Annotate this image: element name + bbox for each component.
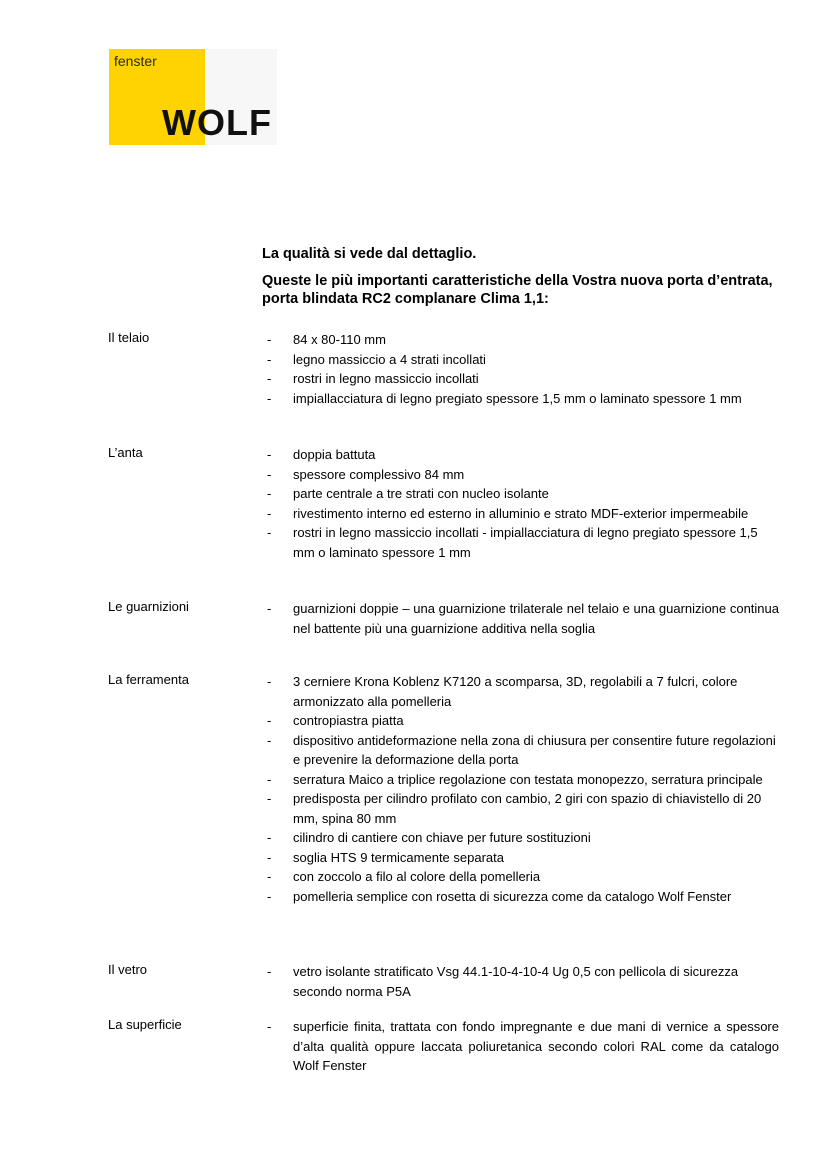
list-item: - legno massiccio a 4 strati incollati bbox=[262, 350, 779, 370]
list-item: - serratura Maico a triplice regolazione con testata monopezzo, serratura principale bbox=[262, 770, 779, 790]
headline-features: Queste le più importanti caratteristiche della Vostra nuova porta d’entrata, porta blindata RC2 complanare Clima 1,1: bbox=[262, 273, 773, 307]
list-item: - superficie finita, trattata con fondo impregnante e due mani di vernice a spessore d’alta qualità oppure laccata poliuretanica secondo colori RAL come da catalogo Wolf Fenster bbox=[262, 1017, 779, 1076]
section-label-superficie: La superficie bbox=[108, 1017, 182, 1032]
section-list-guarnizioni bbox=[262, 599, 779, 638]
list-item: - dispositivo antideformazione nella zona di chiusura per consentire future regolazioni e prevenire la deformazione della porta bbox=[262, 731, 779, 770]
list-item: - predisposta per cilindro profilato con cambio, 2 giri con spazio di chiavistello di 20 mm, spina 80 mm bbox=[262, 789, 779, 828]
list-item: - 84 x 80-110 mm bbox=[262, 330, 779, 350]
section-label-telaio: Il telaio bbox=[108, 330, 150, 345]
list-item: - spessore complessivo 84 mm bbox=[262, 465, 779, 485]
list-item: - 3 cerniere Krona Koblenz K7120 a scomparsa, 3D, regolabili a 7 fulcri, colore armonizzato alla pomelleria bbox=[262, 672, 779, 711]
list-item: - parte centrale a tre strati con nucleo isolante bbox=[262, 484, 779, 504]
section-label-guarnizioni: Le guarnizioni bbox=[108, 599, 189, 614]
list-item: - con zoccolo a filo al colore della pomelleria bbox=[262, 867, 779, 887]
list-item: - vetro isolante stratificato Vsg 44.1-10-4-10-4 Ug 0,5 con pellicola di sicurezza secondo norma P5A bbox=[262, 962, 779, 1001]
logo-fenster-text: fenster bbox=[114, 53, 157, 69]
list-item: - rostri in legno massiccio incollati bbox=[262, 369, 779, 389]
list-item: - doppia battuta bbox=[262, 445, 779, 465]
wolf-fenster-logo bbox=[109, 49, 277, 145]
section-label-anta: L’anta bbox=[108, 445, 143, 460]
list-item: - soglia HTS 9 termicamente separata bbox=[262, 848, 779, 868]
list-item: - guarnizioni doppie – una guarnizione trilaterale nel telaio e una guarnizione continua nel battente più una guarnizione additiva nella soglia bbox=[262, 599, 779, 638]
list-item: - cilindro di cantiere con chiave per future sostituzioni bbox=[262, 828, 779, 848]
headline-quality: La qualità si vede dal dettaglio. bbox=[262, 246, 477, 262]
list-item: - pomelleria semplice con rosetta di sicurezza come da catalogo Wolf Fenster bbox=[262, 887, 779, 907]
section-label-ferramenta: La ferramenta bbox=[108, 672, 189, 687]
list-item: - rivestimento interno ed esterno in alluminio e strato MDF-exterior impermeabile bbox=[262, 504, 779, 524]
section-list-anta bbox=[262, 445, 779, 562]
list-item: - contropiastra piatta bbox=[262, 711, 779, 731]
section-list-ferramenta bbox=[262, 672, 779, 906]
logo-wolf-text: WOLF bbox=[162, 102, 272, 143]
list-item: - impiallacciatura di legno pregiato spessore 1,5 mm o laminato spessore 1 mm bbox=[262, 389, 779, 409]
list-item: - rostri in legno massiccio incollati - impiallacciatura di legno pregiato spessore 1,5 mm o laminato spessore 1 mm bbox=[262, 523, 779, 562]
section-label-vetro: Il vetro bbox=[108, 962, 148, 977]
section-list-superficie bbox=[262, 1017, 779, 1076]
section-list-vetro bbox=[262, 962, 779, 1001]
section-list-telaio bbox=[262, 330, 779, 408]
